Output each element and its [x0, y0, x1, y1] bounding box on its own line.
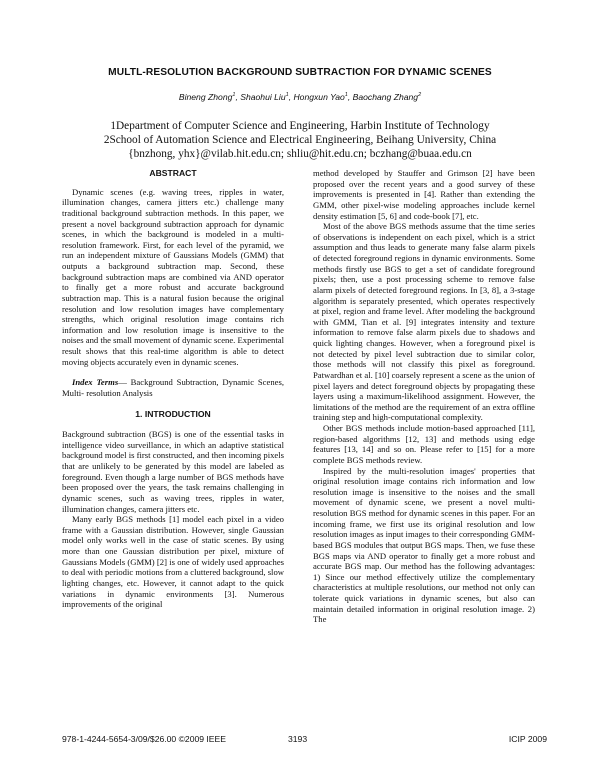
- author-separator: ,: [235, 92, 241, 102]
- right-paragraph-2: Most of the above BGS methods assume that the time series of observations is independent on each pixel, which is a strict assumption and thus leads to generate many false alarm pixels of detected foreground regions in dynamic environments. Some methods firstly use BGS to get a set of candidate foreground pixels; then, use a post processing scheme to remove false alarm pixels of detected foreground regions. In [3, 8], a 3-stage algorithm is separately presented, which operates respectively at pixel, region and frame level. After modeling the background with GMM, Tian et al. [9] integrates intensity and texture information to remove false alarm pixels due to shadows and quick lighting changes. However, when a foreground pixel is not detected by pixel level subtraction due to similar color, those methods will not classify this pixel as foreground. Patwardhan et al. [10] coarsely represent a scene as the union of pixel layers and detect foreground objects by propagating these layers using a maximum-likelihood assignment. However, the limitations of the method are the requirement of an extra offline training step and high-computational complexity.: [313, 221, 535, 423]
- paper-title: MULTL-RESOLUTION BACKGROUND SUBTRACTION FOR DYNAMIC SCENES: [108, 67, 492, 78]
- author-affiliation-mark: 2: [418, 92, 422, 99]
- index-terms: [62, 377, 284, 398]
- page-number: 3193: [288, 734, 308, 744]
- author-affiliation-mark: 1: [232, 92, 236, 99]
- author-name: Bineng Zhong: [178, 92, 233, 102]
- intro-paragraph-2: Many early BGS methods [1] model each pixel in a video frame with a Gaussian distribution. However, single Gaussian model only works well in the case of static scenes. By using more than one Gaussian distribution per pixel, mixture of Gaussians Models (GMM) [2] is one of widely used approaches to deal with periodic motions from a cluttered background, slow lighting changes, etc. However, it cannot adapt to the quick variations in dynamic environments [3]. Numerous improvements of the original: [62, 514, 284, 610]
- abstract-heading: ABSTRACT: [149, 168, 197, 178]
- author-separator: ,: [347, 92, 353, 102]
- author-list: [60, 92, 540, 102]
- left-column: [62, 168, 284, 610]
- author-affiliation-mark: 1: [285, 92, 289, 99]
- right-paragraph-4: Inspired by the multi-resolution images' properties that original resolution image contains rich information and low resolution image is insensitive to the noises and the small movement of dynamic scene, we present a novel multi-resolution BGS method for dynamic scenes in this paper. For an incoming frame, we first use its original resolution and low resolution images as input images to their corresponding GMM-based BGS modules that output BGS maps. Then, we fuse these BGS maps via AND operator to finally get a more robust and accurate BGS map. Our method has the following advantages: 1) Since our method effectively utilize the complementary characteristics at multiple resolutions, our method not only can tolerate quick variations in dynamic scenes, but also can maintain detailed information in original resolution image. 2) The: [313, 465, 535, 625]
- index-terms-dash: —: [118, 377, 131, 388]
- footer-venue: ICIP 2009: [508, 734, 547, 744]
- author-separator: ,: [288, 92, 294, 102]
- right-paragraph-1: method developed by Stauffer and Grimson [2] have been proposed over the recent years and a good survey of these improvements is presented in [4]. Rather than extending the GMM, other pixel-wise modeling approaches include kernel density estimation [5, 6] and code-book [7], etc.: [313, 168, 535, 221]
- right-column: [313, 168, 535, 625]
- author-name: Hongxun Yao: [293, 92, 345, 102]
- right-paragraph-3: Other BGS methods include motion-based approached [11], region-based algorithms [12, 13] and methods using edge features [13, 14] and so on. Please refer to [15] for a more complete BGS methods review.: [313, 423, 535, 465]
- intro-paragraph-1: Background subtraction (BGS) is one of the essential tasks in intelligence video surveillance, in which an adaptive statistical background model is first constructed, and then incoming pixels that are unlikely to be generated by this model are labeled as foreground. Even though a large number of BGS methods have been proposed over the years, the task remains challenging in dynamic scenes, such as waving trees, ripples in water, illumination changes, camera jitters etc.: [62, 429, 284, 514]
- footer-copyright: 978-1-4244-5654-3/09/$26.00 ©2009 IEEE: [62, 734, 227, 744]
- introduction-heading: 1. INTRODUCTION: [135, 408, 211, 419]
- author-name: Baochang Zhang: [352, 92, 419, 102]
- affiliation-1: 1Department of Computer Science and Engineering, Harbin Institute of Technology: [110, 120, 490, 132]
- index-terms-label: Index Terms: [72, 377, 119, 388]
- abstract-text: Dynamic scenes (e.g. waving trees, ripples in water, illumination changes, camera jitters etc.) challenge many traditional background subtraction methods. In this paper, we present a novel background subtraction approach for dynamic scenes, in which the background is modeled in a multi-resolution framework. First, for each level of the pyramid, we run an independent mixture of Gaussians Models (GMM) that outputs a background subtraction map. Second, these background subtraction maps are combined via AND operator to finally get a more robust and accurate background subtraction map. This is a natural fusion because the original resolution and low resolution images have complementary strengths, which original resolution image contains rich information and low resolution image is insensitive to the noises and the small movement of dynamic scene. Experimental result shows that this real-time algorithm is able to detect moving objects accurately even in dynamic scenes.: [62, 186, 284, 367]
- author-name: Shaohui Liu: [240, 92, 286, 102]
- author-affiliation-mark: 1: [344, 92, 348, 99]
- index-terms-text: Background Subtraction, Dynamic Scenes, Multi- resolution Analysis: [62, 377, 284, 398]
- author-emails: {bnzhong, yhx}@vilab.hit.edu.cn; shliu@hit.edu.cn; bczhang@buaa.edu.cn: [128, 148, 472, 160]
- affiliation-2: 2School of Automation Science and Electrical Engineering, Beihang University, China: [103, 134, 497, 146]
